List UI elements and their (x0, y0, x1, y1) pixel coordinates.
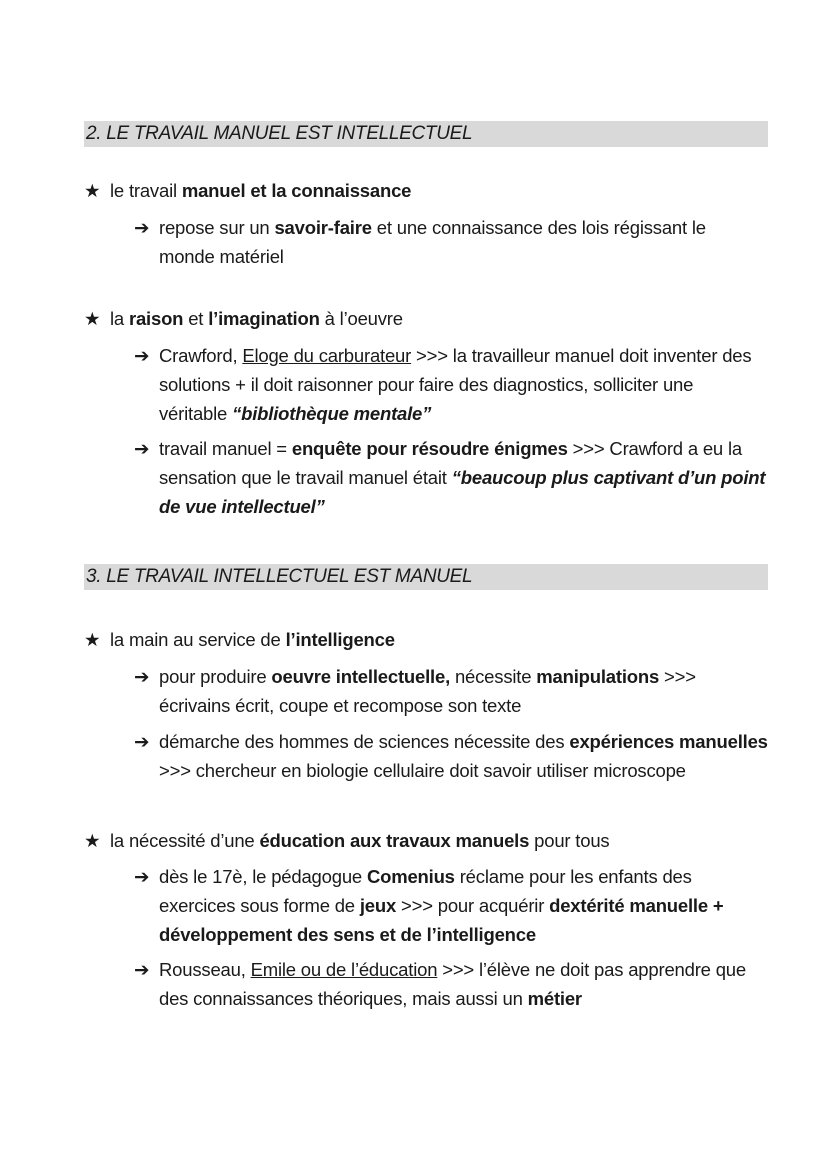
section-heading-3: 3. LE TRAVAIL INTELLECTUEL EST MANUEL (84, 564, 768, 590)
point-text: pour produire (159, 666, 272, 687)
point-text: des connaissances théoriques, mais aussi un (159, 988, 528, 1009)
bullet-text: pour tous (529, 830, 610, 851)
point-text: travail manuel = (159, 438, 292, 459)
arrow-right-icon: ➔ (134, 345, 150, 366)
bullet-text: à l’oeuvre (319, 308, 403, 329)
point-text: >>> (659, 666, 696, 687)
star-icon: ★ (84, 830, 101, 851)
point-text: repose sur un (159, 217, 275, 238)
star-icon: ★ (84, 629, 101, 650)
point-strong: expériences manuelles (569, 731, 768, 752)
point-text: monde matériel (159, 246, 284, 267)
point-crawford-eloge (134, 341, 779, 428)
arrow-right-icon: ➔ (134, 217, 150, 238)
bullet-strong: manuel et la connaissance (181, 180, 412, 201)
bullet-strong: éducation aux travaux manuels (259, 830, 530, 851)
point-text: sensation que le travail manuel était (159, 467, 452, 488)
point-strong: développement des sens et de l’intelligence (159, 924, 536, 945)
point-text: >>> pour acquérir (396, 895, 550, 916)
section-heading-2: 2. LE TRAVAIL MANUEL EST INTELLECTUEL (84, 121, 768, 147)
point-strong: Comenius (366, 866, 455, 887)
arrow-right-icon: ➔ (134, 959, 150, 980)
bullet-strong: l’imagination (208, 308, 320, 329)
point-text: réclame pour les enfants des (454, 866, 692, 887)
arrow-right-icon: ➔ (134, 731, 150, 752)
bullet-hand-intelligence (84, 626, 395, 654)
arrow-right-icon: ➔ (134, 866, 150, 887)
point-text: solutions + il doit raisonner pour faire des diagnostics, solliciter une (159, 374, 694, 395)
point-text: >>> la travailleur manuel doit inventer des (411, 345, 752, 366)
point-text: >>> Crawford a eu la (567, 438, 742, 459)
point-text: et une connaissance des lois régissant le (371, 217, 706, 238)
point-text: nécessite (450, 666, 537, 687)
bullet-strong: l’intelligence (285, 629, 395, 650)
bullet-text: et (183, 308, 209, 329)
point-text: >>> l’élève ne doit pas apprendre que (437, 959, 746, 980)
point-sciences (134, 727, 779, 785)
point-text: dès le 17è, le pédagogue (159, 866, 367, 887)
point-strong: manipulations (536, 666, 660, 687)
point-rousseau (134, 955, 779, 1013)
point-text: Rousseau, (159, 959, 251, 980)
bullet-text: le travail (110, 180, 182, 201)
point-text: démarche des hommes de sciences nécessite des (159, 731, 570, 752)
point-strong: enquête pour résoudre énigmes (291, 438, 568, 459)
bullet-text: la (110, 308, 129, 329)
star-icon: ★ (84, 308, 101, 329)
bullet-text: la nécessité d’une (110, 830, 260, 851)
point-strong: jeux (359, 895, 397, 916)
point-text: écrivains écrit, coupe et recompose son texte (159, 695, 522, 716)
bullet-manual-knowledge (84, 177, 411, 205)
bullet-text: la main au service de (110, 629, 286, 650)
book-title: Eloge du carburateur (242, 345, 412, 366)
point-oeuvre-intellectuelle (134, 662, 779, 720)
point-text: exercices sous forme de (159, 895, 360, 916)
quote: “bibliothèque mentale” (232, 403, 432, 424)
arrow-right-icon: ➔ (134, 438, 150, 459)
bullet-reason-imagination (84, 305, 403, 333)
point-strong: dextérité manuelle + (549, 895, 724, 916)
point-strong: métier (527, 988, 582, 1009)
point-comenius (134, 862, 779, 949)
point-text: Crawford, (159, 345, 243, 366)
book-title: Emile ou de l’éducation (250, 959, 438, 980)
point-text: >>> chercheur en biologie cellulaire doit savoir utiliser microscope (159, 760, 686, 781)
star-icon: ★ (84, 180, 101, 201)
point-text: véritable (159, 403, 233, 424)
quote: de vue intellectuel” (159, 496, 325, 517)
quote: “beaucoup plus captivant d’un point (451, 467, 766, 488)
point-savoir-faire (134, 213, 779, 271)
arrow-right-icon: ➔ (134, 666, 150, 687)
point-enquete (134, 434, 779, 521)
point-strong: oeuvre intellectuelle, (271, 666, 451, 687)
bullet-strong: raison (128, 308, 184, 329)
point-strong: savoir-faire (274, 217, 372, 238)
bullet-education-manuelle (84, 827, 609, 855)
